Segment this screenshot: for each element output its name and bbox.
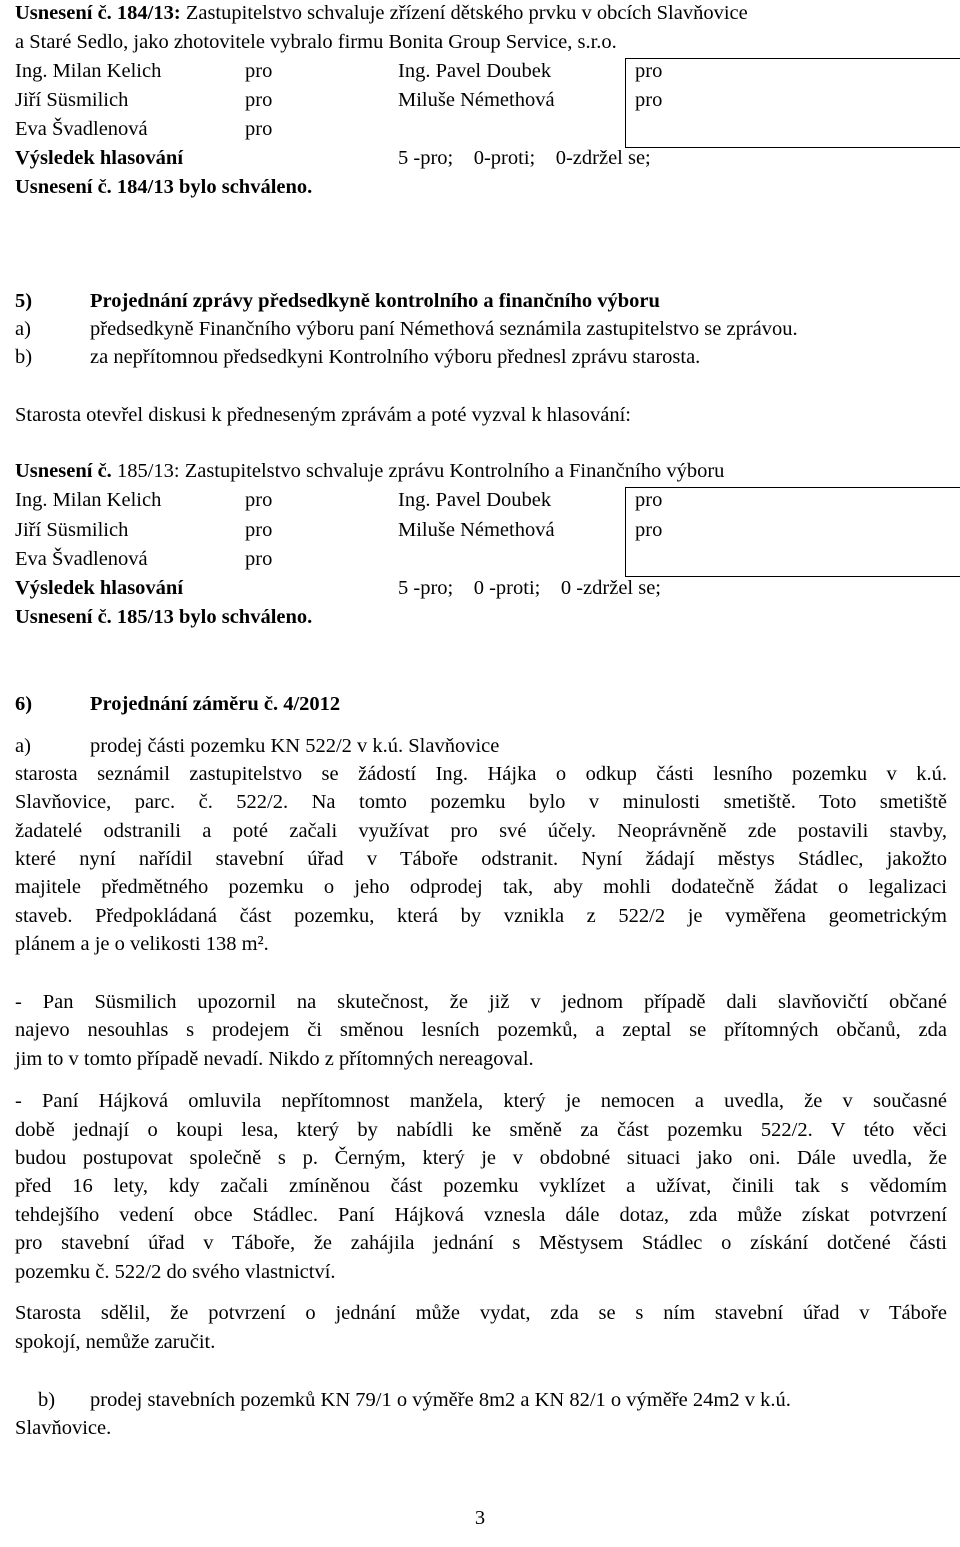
table-border bbox=[625, 147, 960, 148]
vote-value: pro bbox=[245, 489, 273, 511]
table-border bbox=[625, 487, 960, 488]
vote-value: pro bbox=[635, 89, 663, 111]
sec6-b-text: prodej stavebních pozemků KN 79/1 o výměře 8m2 a KN 82/1 o výměře 24m2 v k.ú. bbox=[90, 1389, 791, 1411]
vote-name: Ing. Milan Kelich bbox=[15, 60, 162, 82]
table-border bbox=[625, 58, 626, 147]
paragraph-line: - Pan Süsmilich upozornil na skutečnost, že již v jednom případě dali slavňovičtí občané bbox=[15, 991, 947, 1013]
paragraph-line: žadatelé odstranili a poté začali využívat pro své účely. Neoprávněně zde postavili stavby, bbox=[15, 820, 947, 842]
vote-value: pro bbox=[245, 548, 273, 570]
vote-name: Jiří Süsmilich bbox=[15, 89, 129, 111]
res185-title bbox=[15, 458, 724, 484]
vote-value: pro bbox=[245, 118, 273, 140]
paragraph-line: najevo nesouhlas s prodejem či směnou lesních pozemků, a zeptal se přítomných občanů, zda bbox=[15, 1019, 947, 1041]
paragraph-line: pozemku č. 522/2 do svého vlastnictví. bbox=[15, 1261, 336, 1283]
res185-approved: Usnesení č. 185/13 bylo schváleno. bbox=[15, 606, 313, 628]
paragraph-line: plánem a je o velikosti 138 m². bbox=[15, 933, 269, 955]
paragraph-line: Starosta sdělil, že potvrzení o jednání může vydat, zda se s ním stavební úřad v Táboře bbox=[15, 1302, 947, 1324]
sec6-b-label: b) bbox=[38, 1389, 56, 1411]
res185-title-text: 185/13: Zastupitelstvo schvaluje zprávu Kontrolního a Finančního výboru bbox=[111, 460, 725, 482]
sec5-a-text: předsedkyně Finančního výboru paní Némethová seznámila zastupitelstvo se zprávou. bbox=[90, 318, 798, 340]
paragraph-line: tehdejšího vedení obce Stádlec. Paní Hájková vznesla dále dotaz, zda může získat potvrzení bbox=[15, 1204, 947, 1226]
sec5-a-label: a) bbox=[15, 318, 31, 340]
vote-name: Miluše Némethová bbox=[398, 519, 555, 541]
vote-name: Ing. Milan Kelich bbox=[15, 489, 162, 511]
sec6-a-text: prodej části pozemku KN 522/2 v k.ú. Slavňovice bbox=[90, 735, 500, 757]
sec6-heading: Projednání záměru č. 4/2012 bbox=[90, 693, 341, 715]
paragraph-line: - Paní Hájková omluvila nepřítomnost manžela, který je nemocen a uvedla, že v současné bbox=[15, 1090, 947, 1112]
vote-value: pro bbox=[635, 519, 663, 541]
vote-name: Ing. Pavel Doubek bbox=[398, 489, 552, 511]
sec5-b-label: b) bbox=[15, 346, 33, 368]
sec5-number: 5) bbox=[15, 290, 33, 312]
res184-title-label: Usnesení č. 184/13: bbox=[15, 2, 181, 24]
res184-approved: Usnesení č. 184/13 bylo schváleno. bbox=[15, 176, 313, 198]
res184-result-label: Výsledek hlasování bbox=[15, 147, 184, 169]
sec5-b-text: za nepřítomnou předsedkyni Kontrolního výboru přednesl zprávu starosta. bbox=[90, 346, 701, 368]
res185-title-label: Usnesení č. bbox=[15, 460, 112, 482]
sec5-discussion: Starosta otevřel diskusi k předneseným zprávám a poté vyzval k hlasování: bbox=[15, 404, 631, 426]
table-border bbox=[625, 576, 960, 577]
res184-result-values: 5 -pro; 0-proti; 0-zdržel se; bbox=[398, 147, 651, 169]
sec6-a-label: a) bbox=[15, 735, 31, 757]
vote-value: pro bbox=[245, 60, 273, 82]
paragraph-line: starosta seznámil zastupitelstvo se žádostí Ing. Hájka o odkup části lesního pozemku v k.ú. bbox=[15, 763, 947, 785]
paragraph-line: majitele předmětného pozemku o jeho odprodej tak, aby mohli dodatečně žádat o legalizaci bbox=[15, 876, 947, 898]
table-border bbox=[625, 487, 626, 576]
paragraph-line: době jednají o koupi lesa, který by nabídli ke směně za část pozemku 522/2. V této věci bbox=[15, 1119, 947, 1141]
res184-title-text: Zastupitelstvo schvaluje zřízení dětského prvku v obcích Slavňovice bbox=[180, 2, 748, 24]
sec6-b-text-cont: Slavňovice. bbox=[15, 1417, 112, 1439]
res185-result-label: Výsledek hlasování bbox=[15, 577, 184, 599]
vote-name: Eva Švadlenová bbox=[15, 548, 148, 570]
sec5-heading: Projednání zprávy předsedkyně kontrolního a finančního výboru bbox=[90, 290, 660, 312]
sec6-number: 6) bbox=[15, 693, 33, 715]
paragraph-line: pro stavební úřad v Táboře, že zahájila jednání s Městysem Stádlec o získání dotčené části bbox=[15, 1232, 947, 1254]
vote-name: Ing. Pavel Doubek bbox=[398, 60, 552, 82]
vote-value: pro bbox=[245, 89, 273, 111]
paragraph-line: před 16 lety, kdy začali zmíněnou část pozemku vyklízet a užívat, činili tak s vědomím bbox=[15, 1175, 947, 1197]
paragraph-line: staveb. Předpokládaná část pozemku, která by vznikla z 522/2 je vyměřena geometrickým bbox=[15, 905, 947, 927]
vote-value: pro bbox=[245, 519, 273, 541]
res184-title-line1 bbox=[15, 0, 748, 26]
vote-name: Miluše Némethová bbox=[398, 89, 555, 111]
paragraph-line: jim to v tomto případě nevadí. Nikdo z přítomných nereagoval. bbox=[15, 1048, 534, 1070]
res185-result-values: 5 -pro; 0 -proti; 0 -zdržel se; bbox=[398, 577, 662, 599]
paragraph-line: budou postupovat společně s p. Černým, který je v obdobné situaci jako oni. Dále uvedla, že bbox=[15, 1147, 947, 1169]
vote-value: pro bbox=[635, 60, 663, 82]
vote-name: Eva Švadlenová bbox=[15, 118, 148, 140]
paragraph-line: které nyní nařídil stavební úřad v Táboře odstranit. Nyní žádají městys Stádlec, jakožto bbox=[15, 848, 947, 870]
res184-title-line2: a Staré Sedlo, jako zhotovitele vybralo firmu Bonita Group Service, s.r.o. bbox=[15, 31, 617, 53]
vote-value: pro bbox=[635, 489, 663, 511]
paragraph-line: spokojí, nemůže zaručit. bbox=[15, 1331, 216, 1353]
table-border bbox=[625, 58, 960, 59]
vote-name: Jiří Süsmilich bbox=[15, 519, 129, 541]
paragraph-line: Slavňovice, parc. č. 522/2. Na tomto pozemku bylo v minulosti smetiště. Toto smetiště bbox=[15, 791, 947, 813]
page-number: 3 bbox=[474, 1507, 486, 1529]
